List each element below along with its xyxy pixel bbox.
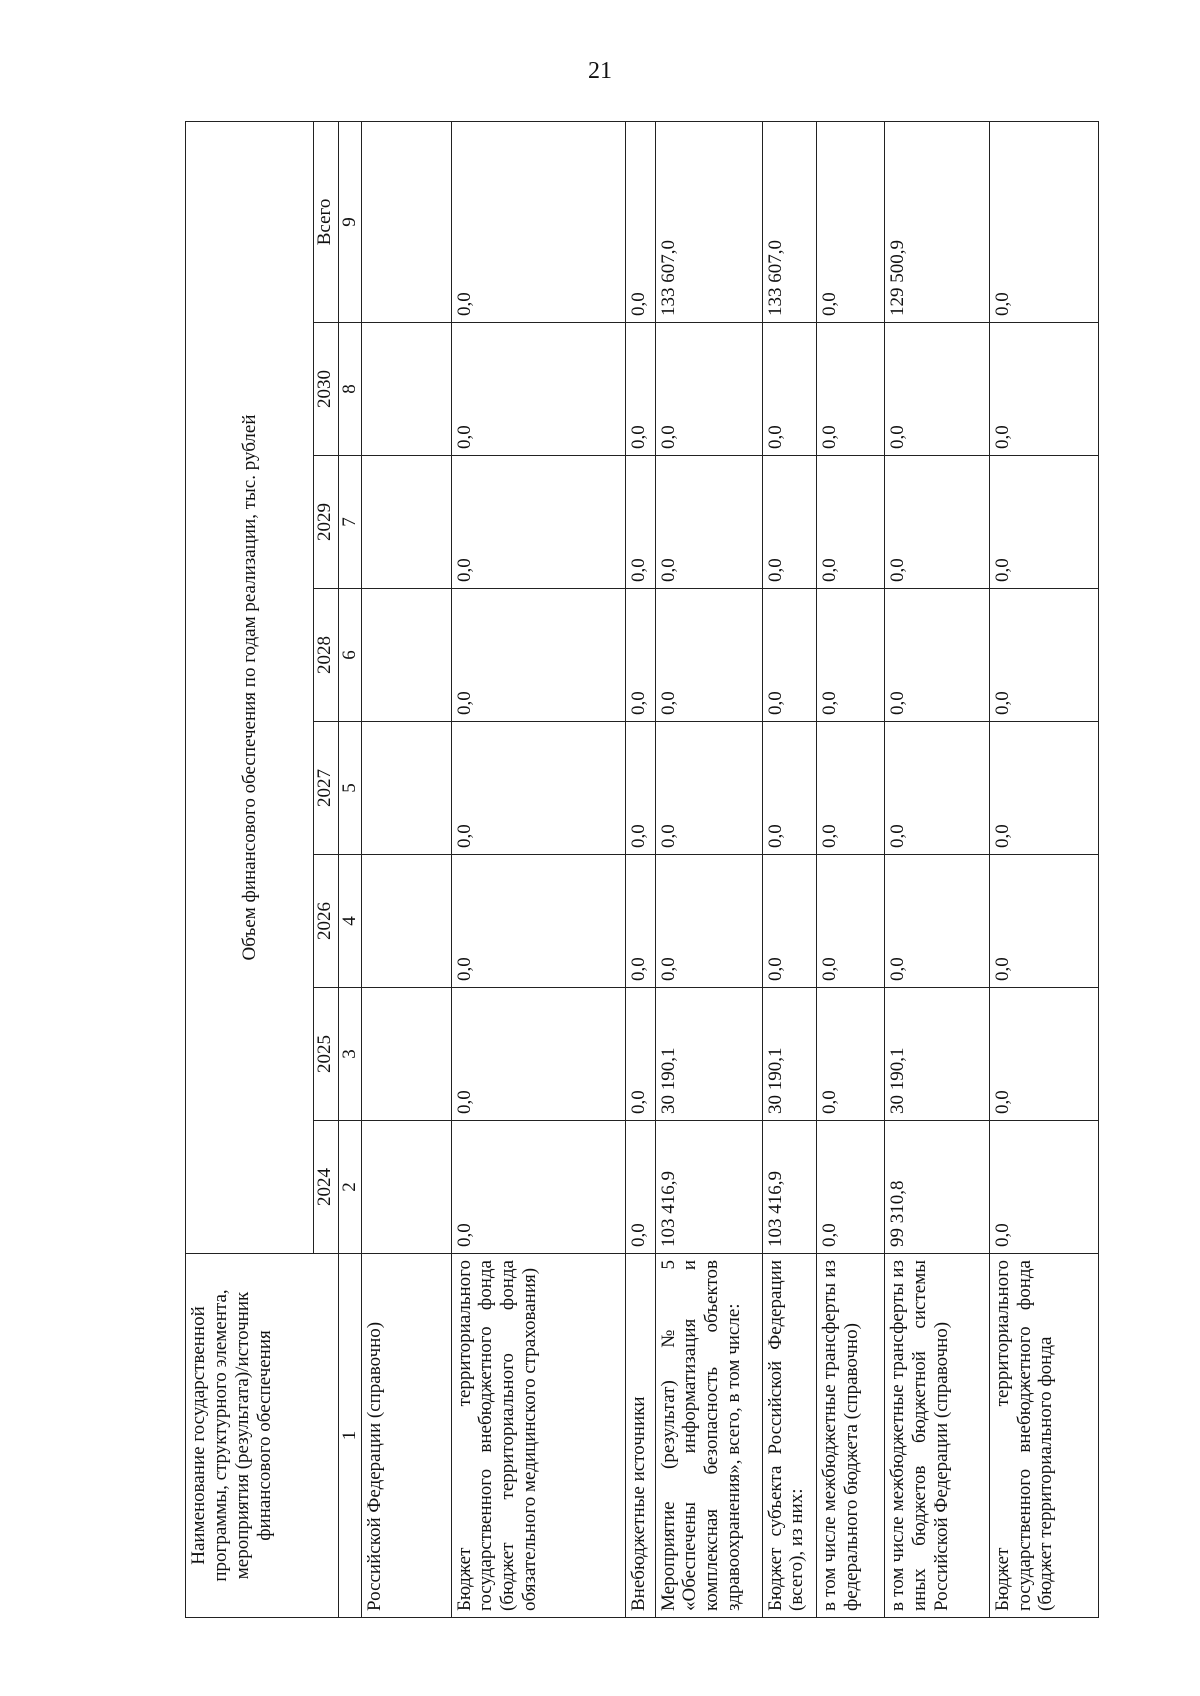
row-name-cell: в том числе межбюджетные трансферты из иных бюджетов бюджетной системы Российской Федерации (справочно): [884, 1254, 989, 1618]
value-cell: 0,0: [451, 855, 626, 988]
value-cell: 0,0: [655, 722, 762, 855]
value-cell: 133 607,0: [655, 121, 762, 322]
value-cell: 0,0: [655, 323, 762, 456]
value-cell: 0,0: [762, 456, 817, 589]
value-cell: 0,0: [762, 323, 817, 456]
value-cell: 0,0: [989, 722, 1098, 855]
value-cell: 99 310,8: [884, 1121, 989, 1254]
header-year-2: 2025: [314, 988, 339, 1121]
value-cell: 0,0: [989, 456, 1098, 589]
value-cell: 0,0: [451, 121, 626, 322]
value-cell: 133 607,0: [762, 121, 817, 322]
value-cell: 0,0: [989, 855, 1098, 988]
column-index-3: 3: [339, 988, 362, 1121]
value-cell: 0,0: [884, 456, 989, 589]
header-year-4: 2027: [314, 722, 339, 855]
row-name-cell: Внебюджетные источники: [626, 1254, 655, 1618]
value-cell: 0,0: [451, 456, 626, 589]
header-index-row: [339, 121, 362, 1617]
table-body: [362, 121, 1099, 1617]
value-cell: 0,0: [626, 1121, 655, 1254]
finance-table-frame: [185, 122, 1099, 1618]
column-index-9: 9: [339, 121, 362, 322]
value-cell: 0,0: [626, 722, 655, 855]
header-volume-cell: Объем финансового обеспечения по годам реализации, тыс. рублей: [186, 121, 314, 1253]
header-year-3: 2026: [314, 855, 339, 988]
row-name-cell: Российской Федерации (справочно): [362, 1254, 452, 1618]
value-cell: 0,0: [451, 1121, 626, 1254]
value-cell: [362, 855, 452, 988]
rotated-table-container: [185, 122, 1099, 1618]
header-year-8: Всего: [314, 121, 339, 322]
value-cell: 0,0: [989, 988, 1098, 1121]
value-cell: [362, 323, 452, 456]
value-cell: 0,0: [626, 323, 655, 456]
value-cell: 0,0: [451, 988, 626, 1121]
value-cell: 0,0: [989, 589, 1098, 722]
value-cell: 0,0: [626, 456, 655, 589]
value-cell: 0,0: [989, 1121, 1098, 1254]
row-name-cell: Бюджет субъекта Российской Федерации (всего), из них:: [762, 1254, 817, 1618]
value-cell: 0,0: [817, 323, 885, 456]
value-cell: [362, 456, 452, 589]
table-row: [989, 121, 1098, 1617]
header-year-5: 2028: [314, 589, 339, 722]
value-cell: 0,0: [626, 855, 655, 988]
column-index-7: 7: [339, 456, 362, 589]
value-cell: [362, 1121, 452, 1254]
header-year-7: 2030: [314, 323, 339, 456]
value-cell: 0,0: [817, 722, 885, 855]
column-index-4: 4: [339, 855, 362, 988]
value-cell: 30 190,1: [762, 988, 817, 1121]
table-row: [626, 121, 655, 1617]
value-cell: 0,0: [884, 855, 989, 988]
value-cell: 0,0: [626, 988, 655, 1121]
table-row: [884, 121, 989, 1617]
row-name-cell: Бюджет территориального государственного внебюджетного фонда (бюджет территориального фонда: [989, 1254, 1098, 1618]
value-cell: [362, 589, 452, 722]
value-cell: [362, 988, 452, 1121]
value-cell: 0,0: [884, 323, 989, 456]
finance-table: [185, 121, 1099, 1618]
table-row: [655, 121, 762, 1617]
value-cell: 0,0: [762, 722, 817, 855]
table-row: [817, 121, 885, 1617]
row-name-cell: в том числе межбюджетные трансферты из федерального бюджета (справочно): [817, 1254, 885, 1618]
header-year-6: 2029: [314, 456, 339, 589]
row-name-cell: Мероприятие (результат) № 5 «Обеспечены информатизация и комплексная безопасность объектов здравоохранения», всего, в том числе:: [655, 1254, 762, 1618]
value-cell: [362, 722, 452, 855]
value-cell: 0,0: [817, 589, 885, 722]
value-cell: 0,0: [451, 722, 626, 855]
value-cell: 0,0: [626, 121, 655, 322]
value-cell: 0,0: [989, 121, 1098, 322]
value-cell: 103 416,9: [655, 1121, 762, 1254]
column-index-5: 5: [339, 722, 362, 855]
table-row: [451, 121, 626, 1617]
value-cell: 30 190,1: [884, 988, 989, 1121]
value-cell: 0,0: [817, 855, 885, 988]
column-index-1: 1: [339, 1254, 362, 1618]
row-name-cell: Бюджет территориального государственного внебюджетного фонда (бюджет территориального фонда обязательного медицинского страхования): [451, 1254, 626, 1618]
value-cell: 0,0: [655, 855, 762, 988]
value-cell: 0,0: [817, 456, 885, 589]
table-row: [362, 121, 452, 1617]
value-cell: 0,0: [762, 855, 817, 988]
value-cell: 103 416,9: [762, 1121, 817, 1254]
table-row: [762, 121, 817, 1617]
value-cell: 0,0: [884, 589, 989, 722]
column-index-6: 6: [339, 589, 362, 722]
value-cell: 0,0: [884, 722, 989, 855]
value-cell: 0,0: [989, 323, 1098, 456]
value-cell: [362, 121, 452, 322]
value-cell: 30 190,1: [655, 988, 762, 1121]
value-cell: 0,0: [626, 589, 655, 722]
column-index-2: 2: [339, 1121, 362, 1254]
header-name-cell: Наименование государственной программы, структурного элемента, мероприятия (результата)/источник финансового обеспечения: [186, 1254, 339, 1618]
value-cell: 0,0: [762, 589, 817, 722]
value-cell: 0,0: [817, 988, 885, 1121]
header-year-1: 2024: [314, 1121, 339, 1254]
value-cell: 129 500,9: [884, 121, 989, 322]
page-number: 21: [588, 58, 612, 84]
value-cell: 0,0: [655, 456, 762, 589]
column-index-8: 8: [339, 323, 362, 456]
value-cell: 0,0: [655, 589, 762, 722]
value-cell: 0,0: [451, 589, 626, 722]
value-cell: 0,0: [817, 1121, 885, 1254]
value-cell: 0,0: [817, 121, 885, 322]
value-cell: 0,0: [451, 323, 626, 456]
